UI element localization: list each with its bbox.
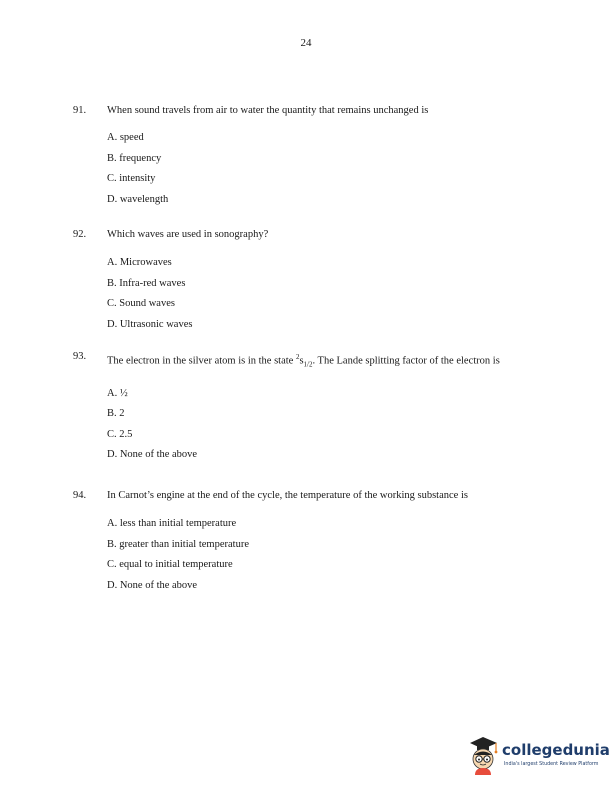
option-b: B. 2	[107, 408, 125, 420]
option-c: C. equal to initial temperature	[107, 559, 233, 571]
question-92	[73, 229, 548, 338]
option-d: D. None of the above	[107, 449, 198, 461]
question-number: 92.	[73, 229, 87, 240]
question-91	[73, 105, 548, 213]
option-b: B. Infra-red waves	[107, 277, 186, 289]
page-number: 24	[300, 37, 312, 49]
option-b: B. greater than initial temperature	[107, 538, 249, 550]
option-a: A. less than initial temperature	[107, 518, 237, 529]
question-text: When sound travels from air to water the quantity that remains unchanged is	[107, 105, 429, 116]
option-c: C. intensity	[107, 173, 156, 185]
options-list	[107, 387, 548, 469]
options-list	[107, 256, 548, 338]
question-number: 91.	[73, 105, 87, 116]
option-a: A. Microwaves	[107, 257, 172, 268]
question-text: The electron in the silver atom is in the state $^2s_{1/2}$. The Lande splitting factor of the electron is	[107, 353, 500, 369]
option-d: D. wavelength	[107, 193, 169, 205]
question-text: In Carnot’s engine at the end of the cycle, the temperature of the working substance is	[107, 490, 468, 501]
logo-wordmark: collegedunia	[502, 741, 610, 759]
options-list	[107, 517, 548, 599]
collegedunia-logo[interactable]	[466, 735, 610, 775]
option-a: A. speed	[107, 132, 144, 143]
question-text: Which waves are used in sonography?	[107, 229, 269, 240]
option-d: D. None of the above	[107, 579, 198, 591]
option-c: C. Sound waves	[107, 298, 175, 310]
logo-tagline: India's largest Student Review Platform	[504, 762, 599, 767]
options-list	[107, 131, 548, 213]
option-a: A. ½	[107, 387, 128, 399]
question-number: 93.	[73, 351, 87, 362]
option-d: D. Ultrasonic waves	[107, 318, 193, 330]
question-94	[73, 490, 548, 599]
state-subscript: 1/2	[303, 360, 313, 369]
option-c: C. 2.5	[107, 428, 133, 440]
state-superscript: 2	[295, 353, 300, 361]
mascot-icon	[466, 735, 502, 775]
question-93	[73, 351, 548, 469]
state-symbol: s	[299, 355, 304, 367]
question-number: 94.	[73, 490, 87, 501]
option-b: B. frequency	[107, 152, 162, 164]
